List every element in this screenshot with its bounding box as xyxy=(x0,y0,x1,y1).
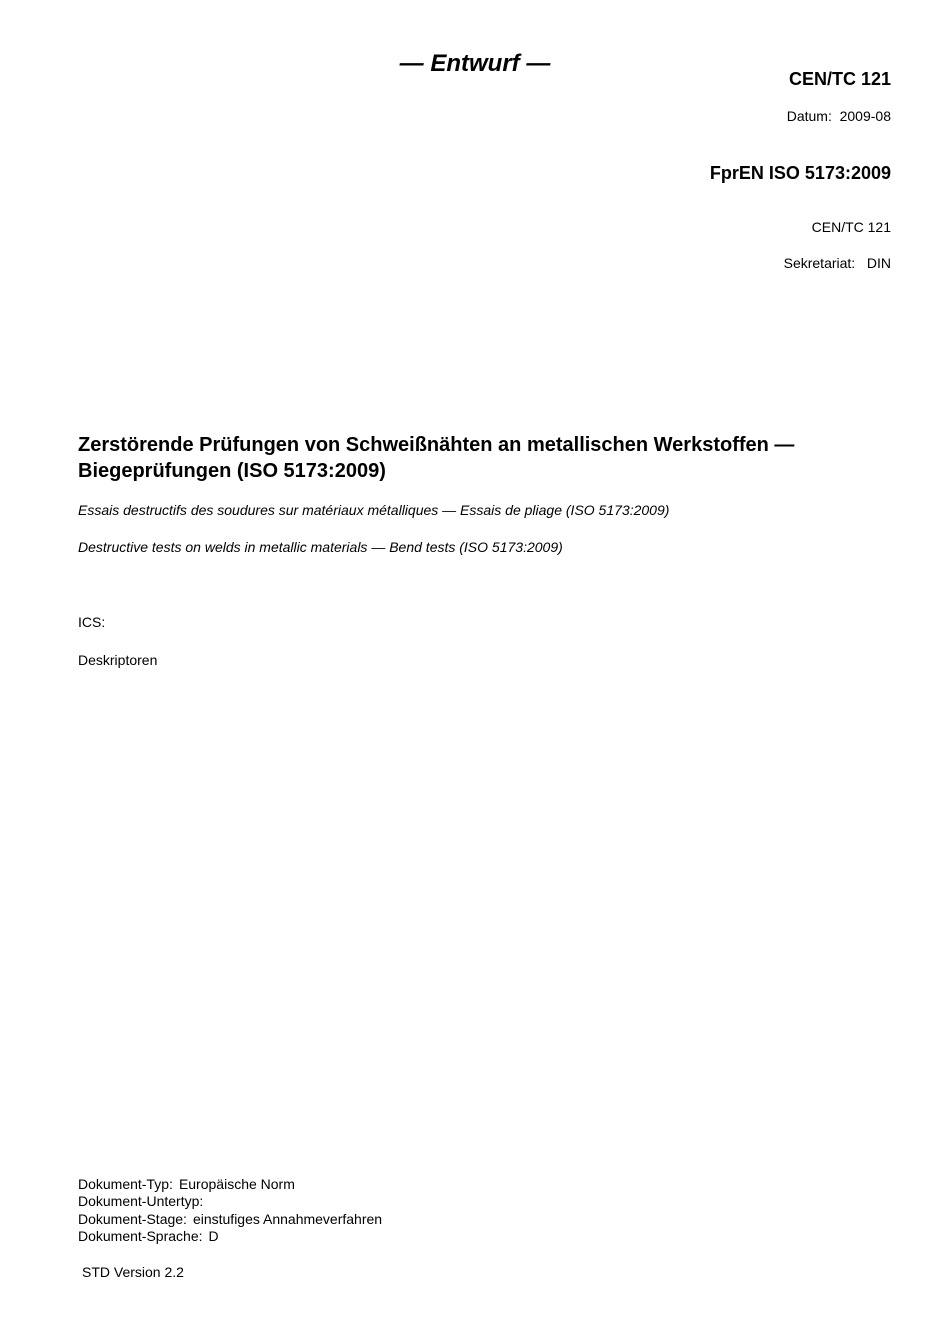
descriptors-label: Deskriptoren xyxy=(78,652,158,668)
draft-label: — Entwurf — xyxy=(399,50,551,77)
secretariat-value: DIN xyxy=(866,255,891,271)
document-title-english: Destructive tests on welds in metallic materials — Bend tests (ISO 5173:2009) xyxy=(78,539,563,555)
document-stage-value: einstufiges Annahmeverfahren xyxy=(192,1210,383,1227)
document-title-german: Zerstörende Prüfungen von Schweißnähten an metallischen Werkstoffen — Biegeprüfungen (ISO 5173:2009) xyxy=(78,434,795,482)
document-subtype-row xyxy=(78,1193,382,1210)
document-type-value: Europäische Norm xyxy=(178,1176,295,1192)
date-line xyxy=(787,108,891,125)
document-subtype-label: Dokument-Untertyp: xyxy=(78,1193,204,1210)
date-label: Datum: xyxy=(786,108,832,124)
committee-heading: CEN/TC 121 xyxy=(788,69,891,89)
date-value: 2009-08 xyxy=(839,108,891,124)
committee-repeat: CEN/TC 121 xyxy=(811,219,891,235)
document-stage-label: Dokument-Stage: xyxy=(78,1210,187,1227)
document-language-value: D xyxy=(208,1227,219,1244)
secretariat-label: Sekretariat: xyxy=(783,255,856,271)
ics-label: ICS: xyxy=(78,614,106,630)
document-stage-row xyxy=(78,1211,382,1228)
document-number: FprEN ISO 5173:2009 xyxy=(709,163,891,183)
document-title-french: Essais destructifs des soudures sur matériaux métalliques — Essais de pliage (ISO 5173:2009) xyxy=(78,502,670,518)
document-type-row xyxy=(78,1176,382,1193)
document-type-label: Dokument-Typ: xyxy=(78,1176,173,1192)
document-language-label: Dokument-Sprache: xyxy=(78,1227,203,1244)
document-language-row xyxy=(78,1228,382,1245)
document-info xyxy=(78,1176,382,1245)
std-version: STD Version 2.2 xyxy=(82,1264,184,1280)
secretariat-line xyxy=(784,255,891,272)
